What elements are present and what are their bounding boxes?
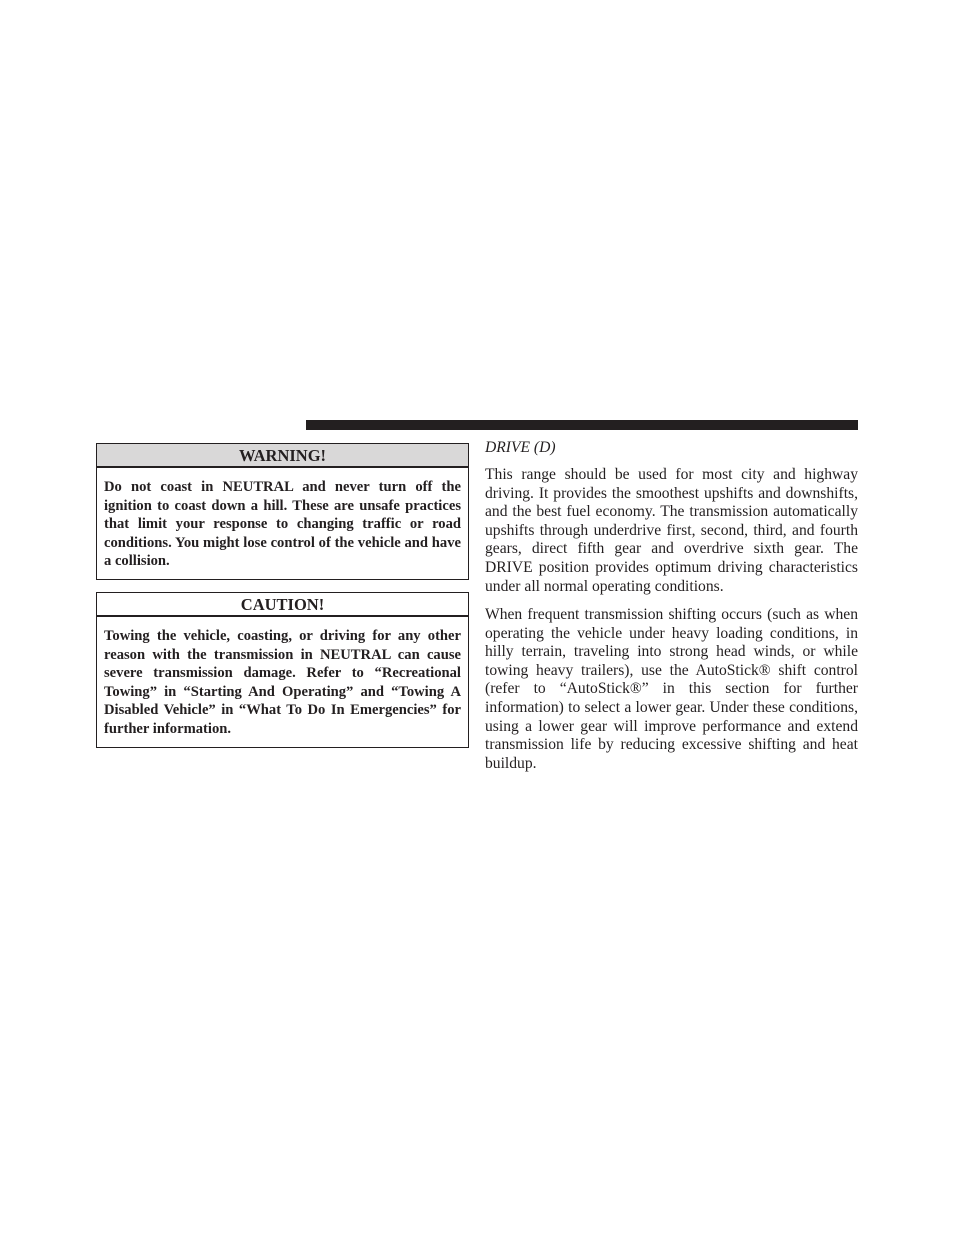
warning-text: Do not coast in NEUTRAL and never turn off the ignition to coast down a hill. These are unsafe practices that limit your response to changing traffic or road conditions. You might lose control of the vehicle and have a collision.: [104, 479, 461, 570]
drive-paragraph-2: [485, 606, 858, 773]
caution-box: [96, 592, 469, 748]
caution-text: Towing the vehicle, coasting, or driving for any other reason with the transmission in NEUTRAL can cause severe transmission damage. Refer to “Recreational Towing” in “Starting And Operating” and “Towing A Disabled Vehicle” in “What To Do In Emergencies” for further information.: [104, 628, 461, 737]
warning-box: [96, 443, 469, 580]
header-rule: [306, 420, 858, 430]
section-heading: DRIVE (D): [485, 439, 556, 456]
caution-title: CAUTION!: [97, 593, 468, 617]
warning-title: WARNING!: [97, 444, 468, 468]
paragraph-text: This range should be used for most city and highway driving. It provides the smoothest upshifts and downshifts, and the best fuel economy. The transmission automatically upshifts through underdrive first, second, third, and fourth gears, direct fifth gear and overdrive sixth gear. The DRIVE position provides optimum driving characteristics under all normal operating conditions.: [485, 466, 858, 595]
drive-paragraph-1: [485, 466, 858, 596]
paragraph-text: When frequent transmission shifting occurs (such as when operating the vehicle under heavy loading conditions, in hilly terrain, traveling into strong head winds, or while towing heavy trailers), use the AutoStick® shift control (refer to “AutoStick®” in this section for further information) to select a lower gear. Under these conditions, using a lower gear will improve performance and extend transmission life by reducing excessive shifting and heat buildup.: [485, 606, 858, 772]
